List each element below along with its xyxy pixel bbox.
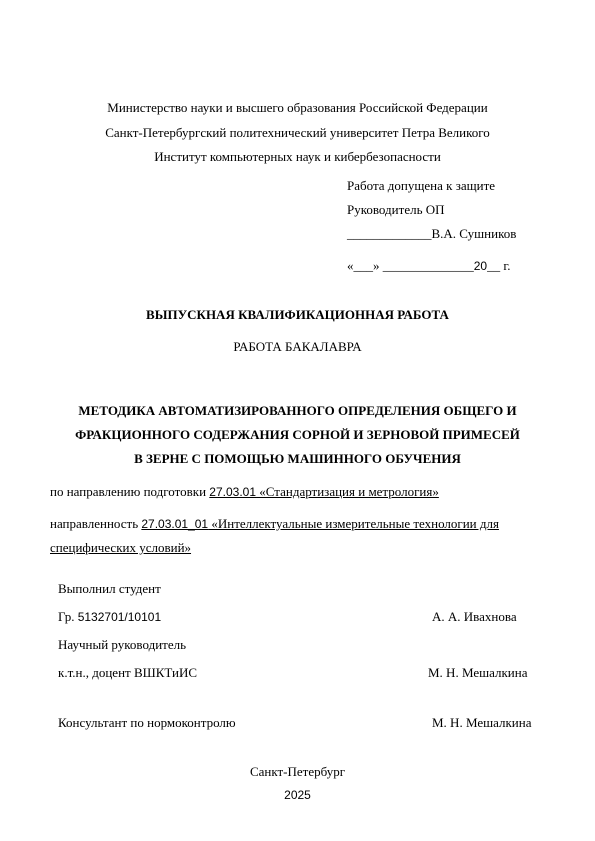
profile-name-line-2: специфических условий» bbox=[50, 540, 192, 555]
date-quote-close: » bbox=[373, 258, 380, 273]
thesis-title-line-2: ФРАКЦИОННОГО СОДЕРЖАНИЯ СОРНОЙ И ЗЕРНОВОЙ ПРИМЕСЕЙ bbox=[75, 427, 520, 442]
ministry-line: Министерство науки и высшего образования Российской Федерации bbox=[107, 100, 488, 115]
supervisor-name: М. Н. Мешалкина bbox=[428, 665, 528, 680]
date-suffix: г. bbox=[503, 258, 511, 273]
work-level: РАБОТА БАКАЛАВРА bbox=[233, 339, 362, 354]
program-head-signature bbox=[347, 227, 516, 240]
university-line: Санкт-Петербургский политехнический университет Петра Великого bbox=[105, 125, 490, 140]
direction-code: 27.03.01 bbox=[209, 485, 257, 499]
approval-date bbox=[347, 259, 510, 272]
date-day-blank: ___ bbox=[353, 258, 373, 273]
profile-code: 27.03.01_01 bbox=[141, 517, 209, 531]
group-prefix: Гр. bbox=[58, 609, 78, 624]
direction-value bbox=[209, 484, 439, 499]
supervisor-title: к.т.н., доцент ВШКТиИС bbox=[58, 665, 198, 680]
profile-label: направленность bbox=[50, 516, 142, 531]
student-group bbox=[58, 610, 161, 623]
signature-line: _____________ bbox=[347, 226, 432, 241]
profile-name-line-1: «Интеллектуальные измерительные технологии для bbox=[208, 516, 499, 531]
program-head-label: Руководитель ОП bbox=[347, 202, 445, 217]
admitted-to-defense: Работа допущена к защите bbox=[347, 178, 496, 193]
thesis-title-line-3: В ЗЕРНЕ С ПОМОЩЬЮ МАШИННОГО ОБУЧЕНИЯ bbox=[134, 451, 461, 466]
supervisor-label: Научный руководитель bbox=[58, 637, 187, 652]
date-year-blank: __ bbox=[487, 258, 501, 273]
direction-label: по направлению подготовки bbox=[50, 484, 210, 499]
year: 2025 bbox=[284, 788, 311, 802]
training-direction bbox=[50, 485, 439, 498]
city: Санкт-Петербург bbox=[249, 764, 346, 779]
date-month-blank: ______________ bbox=[382, 258, 474, 273]
institute-line: Институт компьютерных наук и кибербезопасности bbox=[154, 149, 441, 164]
program-head-name: В.А. Сушников bbox=[431, 226, 517, 241]
date-quote-open: « bbox=[347, 258, 354, 273]
group-number: 5132701/10101 bbox=[77, 610, 162, 624]
student-name: А. А. Ивахнова bbox=[432, 609, 517, 624]
training-profile-line-1 bbox=[50, 517, 499, 530]
consultant-name: М. Н. Мешалкина bbox=[432, 715, 532, 730]
date-year-prefix: 20 bbox=[473, 259, 488, 273]
direction-name: «Стандартизация и метрология» bbox=[256, 484, 439, 499]
work-type: ВЫПУСКНАЯ КВАЛИФИКАЦИОННАЯ РАБОТА bbox=[146, 307, 449, 322]
profile-value bbox=[141, 516, 499, 531]
student-label: Выполнил студент bbox=[58, 581, 161, 596]
thesis-title-line-1: МЕТОДИКА АВТОМАТИЗИРОВАННОГО ОПРЕДЕЛЕНИЯ ОБЩЕГО И bbox=[78, 403, 517, 418]
consultant-label: Консультант по нормоконтролю bbox=[58, 715, 236, 730]
